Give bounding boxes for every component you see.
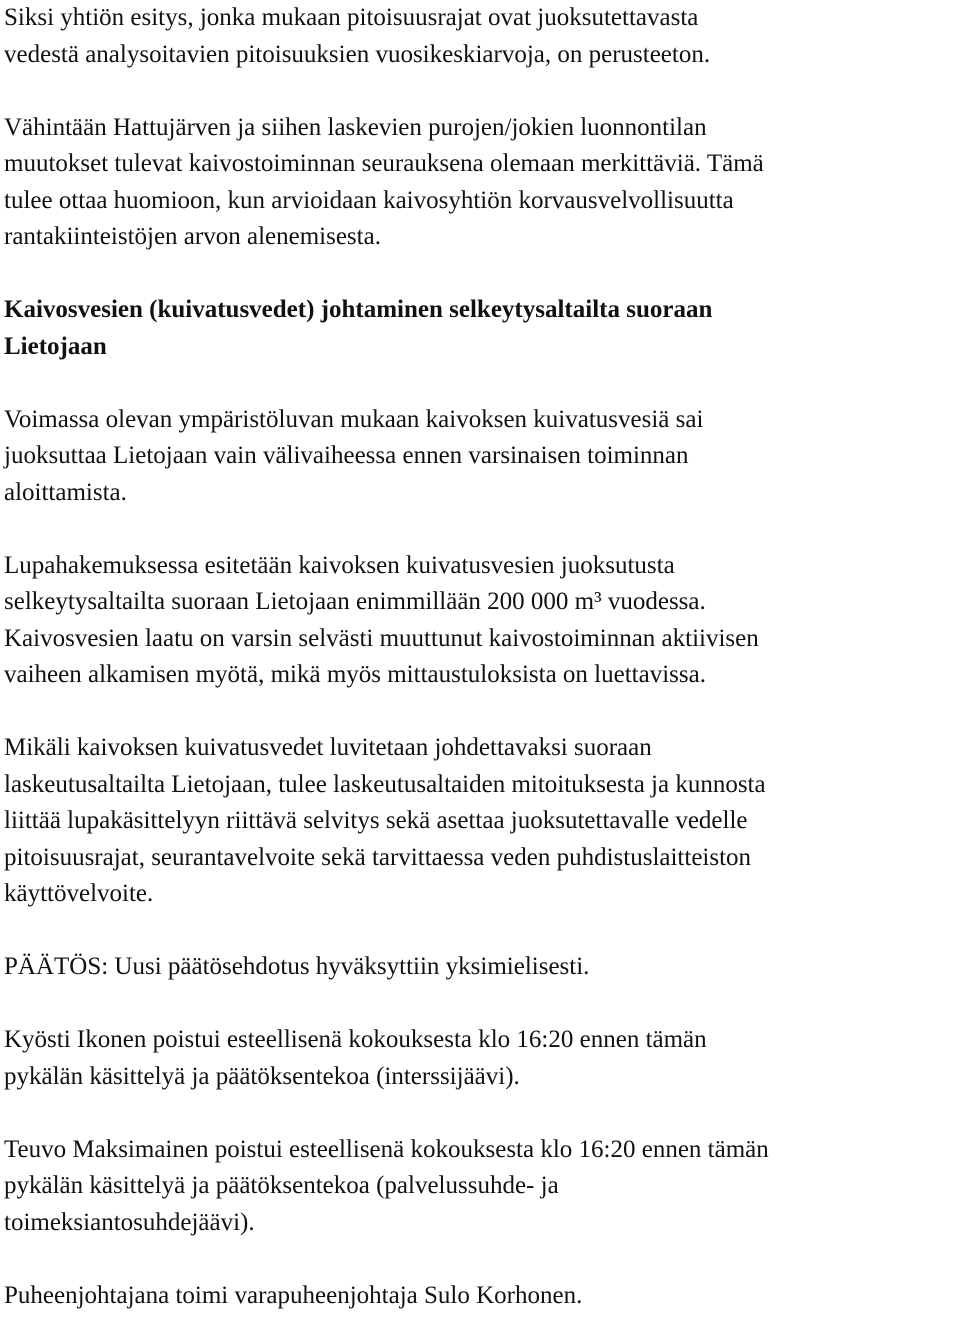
text-line: vaiheen alkamisen myötä, mikä myös mittaustuloksista on luettavissa.: [4, 661, 706, 688]
text-line: selkeytysaltailta suoraan Lietojaan enimmillään 200 000 m³ vuodessa.: [4, 588, 706, 615]
text-line: Siksi yhtiön esitys, jonka mukaan pitoisuusrajat ovat juoksutettavasta: [4, 4, 699, 31]
text-line: pykälän käsittelyä ja päätöksentekoa (palvelussuhde- ja: [4, 1172, 559, 1199]
paragraph-spacer: [4, 256, 956, 293]
paragraph-hattujarvi: [4, 110, 956, 256]
paragraph-mikali: [4, 730, 956, 913]
text-line: juoksuttaa Lietojaan vain välivaiheessa ennen varsinaisen toiminnan: [4, 442, 689, 469]
paragraph-ikonen: [4, 1022, 956, 1095]
text-line: laskeutusaltailta Lietojaan, tulee laskeutusaltaiden mitoituksesta ja kunnosta: [4, 770, 766, 798]
paragraph-puheenjohtaja: [4, 1278, 956, 1315]
paragraph-intro: [4, 0, 956, 73]
text-line: Mikäli kaivoksen kuivatusvedet luvitetaan johdettavaksi suoraan: [4, 734, 652, 761]
paragraph-spacer: [4, 1241, 956, 1278]
text-line: Puheenjohtajana toimi varapuheenjohtaja Sulo Korhonen.: [4, 1281, 583, 1309]
paragraph-spacer: [4, 511, 956, 548]
text-line: Vähintään Hattujärven ja siihen laskevien purojen/jokien luonnontilan: [4, 113, 707, 141]
text-line: tulee ottaa huomioon, kun arvioidaan kaivosyhtiön korvausvelvollisuutta: [4, 186, 734, 214]
heading-line: Lietojaan: [4, 332, 107, 360]
text-line: vedestä analysoitavien pitoisuuksien vuosikeskiarvoja, on perusteeton.: [4, 40, 711, 68]
text-line: liittää lupakäsittelyyn riittävä selvitys sekä asettaa juoksutettavalle vedelle: [4, 807, 748, 834]
text-line: Lupahakemuksessa esitetään kaivoksen kuivatusvesien juoksutusta: [4, 551, 675, 579]
paragraph-lupahakemus: [4, 548, 956, 694]
text-line: pitoisuusrajat, seurantavelvoite sekä tarvittaessa veden puhdistuslaitteiston: [4, 843, 752, 871]
decision-statement: [4, 949, 956, 986]
text-line: Kyösti Ikonen poistui esteellisenä kokouksesta klo 16:20 ennen tämän: [4, 1026, 707, 1053]
text-line: aloittamista.: [4, 478, 127, 506]
section-heading: [4, 292, 956, 365]
document-page: [4, 0, 956, 1314]
text-line: Voimassa olevan ympäristöluvan mukaan kaivoksen kuivatusvesiä sai: [4, 405, 704, 433]
text-line: Kaivosvesien laatu on varsin selvästi muuttunut kaivostoiminnan aktiivisen: [4, 624, 759, 652]
text-line: toimeksiantosuhdejäävi).: [4, 1208, 255, 1236]
text-line: muutokset tulevat kaivostoiminnan seurauksena olemaan merkittäviä. Tämä: [4, 150, 764, 177]
text-line: pykälän käsittelyä ja päätöksentekoa (interssijäävi).: [4, 1062, 520, 1090]
paragraph-spacer: [4, 986, 956, 1023]
text-line: PÄÄTÖS: Uusi päätösehdotus hyväksyttiin yksimielisesti.: [4, 953, 590, 980]
paragraph-voimassa: [4, 402, 956, 512]
paragraph-spacer: [4, 1095, 956, 1132]
text-line: rantakiinteistöjen arvon alenemisesta.: [4, 223, 381, 250]
paragraph-spacer: [4, 73, 956, 110]
paragraph-spacer: [4, 365, 956, 402]
text-line: Teuvo Maksimainen poistui esteellisenä kokouksesta klo 16:20 ennen tämän: [4, 1135, 769, 1163]
paragraph-spacer: [4, 913, 956, 950]
paragraph-spacer: [4, 694, 956, 731]
heading-line: Kaivosvesien (kuivatusvedet) johtaminen selkeytysaltailta suoraan: [4, 296, 713, 323]
paragraph-maksimainen: [4, 1132, 956, 1242]
text-line: käyttövelvoite.: [4, 880, 154, 907]
